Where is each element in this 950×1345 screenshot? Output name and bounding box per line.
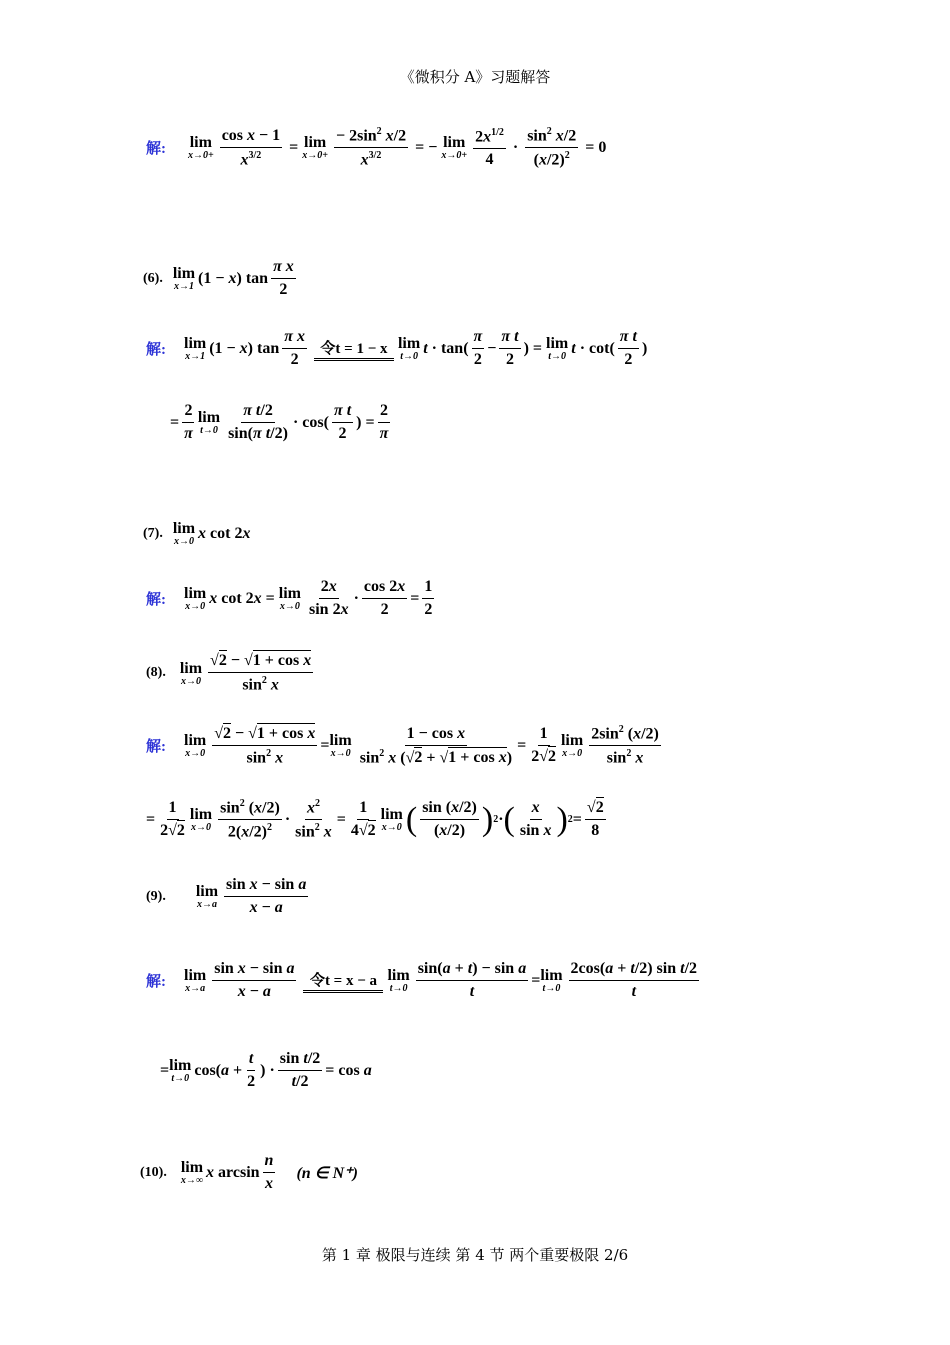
problem-9: (9). lim x→a $\frac{\text{sin x − sin a}}{x - a}$ xyxy=(146,876,307,916)
solution-label: 解: xyxy=(146,141,166,158)
problem-label: (8). xyxy=(146,665,166,681)
page-header: 《微积分 A》习题解答 xyxy=(399,68,551,86)
problem-label: (10). xyxy=(140,1164,167,1180)
solution-6-line-2: = $\frac{2}{\pi}$ lim t→0 $\frac{\text{π t/2}}{\text{sin(π t/2)}}$ · cos( $\frac{\text{π t}}{2}$ ) = $\frac{2}{\pi}$ xyxy=(170,402,389,442)
problem-label: (6). xyxy=(143,270,163,286)
solution-5: 解: lim x→0+ $\frac{\text{cos x − 1}}{x^{3/2}}$ = lim x→0+ $\frac{- 2\sin^2 x/2}{x^{3/2}}$ = − lim x→0+ $\frac{2x^{1/2}}{4}$ · $\frac{\sin^2 x/2}{(x/2)^2}$ = 0 xyxy=(146,126,607,169)
solution-7: 解: lim x→0 x cot 2x = lim x→0 $\frac{2x}{\sin 2x}$ · $\frac{\cos 2x}{2}$ = $\frac{1}{2}$ xyxy=(146,578,433,618)
page-footer: 第 1 章 极限与连续 第 4 节 两个重要极限 2/6 xyxy=(321,1246,629,1264)
solution-9-line-2: = lim t→0 cos(a + $\frac{t}{2}$ ) · $\frac{\text{sin t/2}}{t/2}$ = cos a xyxy=(160,1050,372,1090)
solution-8-line-2: = $\frac{1}{2√2}$ lim x→0 $\frac{\sin^2 (x/2)}{2(x/2)^2}$ · $\frac{x^2}{\sin^2 x}$ = $\frac{1}{4√2}$ lim x→0 ( $\frac{\sin (x/2)}{(x/2)}$ ) 2 · ( $\frac{x}{\text{sin x}}$ ) 2 = $\frac{√2}{8}$ xyxy=(146,798,604,841)
solution-label: 解: xyxy=(146,974,166,990)
substitution-arrow: 令t = 1 − x xyxy=(314,337,394,361)
problem-8: (8). lim x→0 $\frac{\text{√2 − √1 + cos x}}{\sin^2 x}$ xyxy=(146,652,312,694)
solution-8-line-1: 解: lim x→0 $\frac{\text{√2 − √1 + cos x}}{\sin^2 x}$ = lim x→0 $\frac{\text{1 − cos x}}{\sin^2 x (√2 + √1 + \cos x)}$ = $\frac{1}{2√2}$ lim x→0 $\frac{2\sin^2 (x/2)}{\sin^2 x}$ xyxy=(146,724,659,767)
problem-10: (10). lim x→∞ x arcsin $\frac{n}{x}$ (n ∈ N⁺) xyxy=(140,1152,358,1192)
solution-6-line-1: 解: lim x→1 (1 − x) tan $\frac{\text{π x}}{2}$ 令t = 1 − x lim t→0 t · tan( $\frac{\pi}{2}$ − $\frac{\text{π t}}{2}$ ) = lim t→0 t · cot( $\frac{\text{π t}}{2}$ ) xyxy=(146,328,648,368)
problem-label: (7). xyxy=(143,525,163,541)
problem-label: (9). xyxy=(146,888,166,904)
solution-label: 解: xyxy=(146,739,166,756)
solution-label: 解: xyxy=(146,342,166,358)
solution-label: 解: xyxy=(146,592,166,608)
solution-9-line-1: 解: lim x→a $\frac{\text{sin x − sin a}}{x - a}$ 令t = x − a lim t→0 $\frac{\text{sin(a + t) − sin a}}{t}$ = lim t→0 $\frac{\text{2cos(a + t/2) sin t/2}}{t}$ xyxy=(146,960,698,1000)
problem-6: (6). lim x→1 (1 − x) tan $\frac{\text{π x}}{2}$ xyxy=(143,258,294,298)
substitution-arrow: 令t = x − a xyxy=(303,969,383,993)
problem-7: (7). lim x→0 x cot 2x xyxy=(143,520,251,547)
domain-note: (n ∈ N⁺) xyxy=(296,1164,358,1182)
